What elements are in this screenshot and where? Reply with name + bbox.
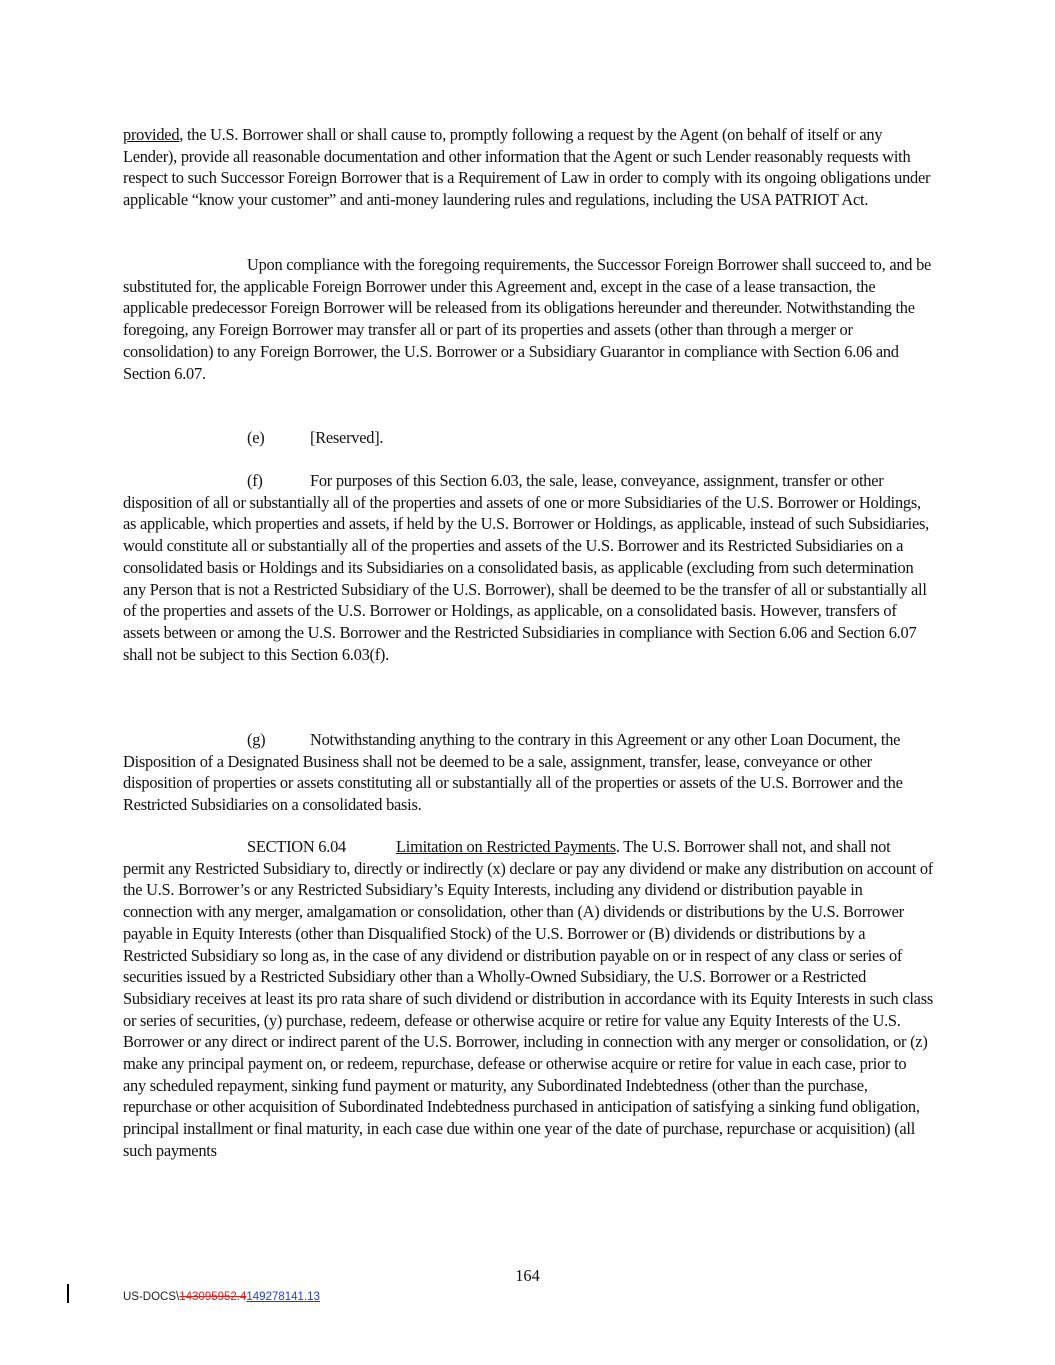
section-6-04-label: SECTION 6.04 (247, 837, 346, 856)
clause-f-label: (f) (247, 471, 263, 490)
section-6-04-title: Limitation on Restricted Payments (396, 837, 616, 856)
footer-prefix: US-DOCS\ (123, 1291, 180, 1303)
clause-f-text: For purposes of this Section 6.03, the sale, lease, conveyance, assignment, transfer or other disposition of all or substantially all of the properties and assets of one or more Subsidiaries of the U.S. Borrower or Holdings, as applicable, which properties and assets, if held by the U.S. Borrower or Holdings, as applicable, instead of such Subsidiaries, would constitute all or substantially all of the properties and assets of the U.S. Borrower and its Restricted Subsidiaries on a consolidated basis or Holdings and its Subsidiaries on a consolidated basis, as applicable (excluding from such determination any Person that is not a Restricted Subsidiary of the U.S. Borrower), shall be deemed to be the transfer of all or substantially all of the properties and assets of the U.S. Borrower or Holdings, as applicable, on a consolidated basis. However, transfers of assets between or among the U.S. Borrower and the Restricted Subsidiaries in compliance with Section 6.06 and Section 6.07 shall not be subject to this Section 6.03(f). (123, 471, 929, 664)
clause-g-text: Notwithstanding anything to the contrary in this Agreement or any other Loan Document, the Disposition of a Designated Business shall not be deemed to be a sale, assignment, transfer, lease, conveyance or other disposition of properties or assets constituting all or substantially all of the properties or assets of the U.S. Borrower and the Restricted Subsidiaries on a consolidated basis. (123, 730, 903, 815)
change-bar (67, 1284, 69, 1303)
clause-e-label: (e) (247, 428, 265, 447)
paragraph-provided-text: , the U.S. Borrower shall or shall cause to, promptly following a request by the Agent (on behalf of itself or any Lender), provide all reasonable documentation and other information that the Agent or such Lender reasonably requests with respect to such Successor Foreign Borrower that is a Requirement of Law in order to comply with its ongoing obligations under applicable “know your customer” and anti-money laundering rules and regulations, including the USA PATRIOT Act. (123, 125, 931, 210)
document-footer-id (123, 1287, 320, 1309)
clause-g (123, 729, 933, 816)
paragraph-successor-compliance-text: Upon compliance with the foregoing requirements, the Successor Foreign Borrower shall succeed to, and be substituted for, the applicable Foreign Borrower under this Agreement and, except in the case of a lease transaction, the applicable predecessor Foreign Borrower will be released from its obligations hereunder and thereunder. Notwithstanding the foregoing, any Foreign Borrower may transfer all or part of its properties and assets (other than through a merger or consolidation) to any Foreign Borrower, the U.S. Borrower or a Subsidiary Guarantor in compliance with Section 6.06 and Section 6.07. (123, 255, 932, 383)
paragraph-provided (123, 124, 933, 211)
paragraph-successor-compliance (123, 254, 933, 384)
clause-g-label: (g) (247, 730, 266, 749)
section-6-04 (123, 836, 933, 1162)
page-number: 164 (515, 1266, 540, 1285)
provided-term: provided (123, 125, 180, 144)
footer-inserted-id: 149278141.13 (246, 1291, 320, 1303)
clause-e-text: [Reserved]. (310, 428, 384, 447)
footer-deleted-id: 143095952.4 (179, 1291, 247, 1303)
clause-f (123, 470, 933, 665)
clause-e (123, 427, 933, 449)
section-6-04-text: . The U.S. Borrower shall not, and shall not permit any Restricted Subsidiary to, directly or indirectly (x) declare or pay any dividend or make any distribution on account of the U.S. Borrower’s or any Restricted Subsidiary’s Equity Interests, including any dividend or distribution payable in connection with any merger, amalgamation or consolidation, other than (A) dividends or distributions by the U.S. Borrower payable in Equity Interests (other than Disqualified Stock) of the U.S. Borrower or (B) dividends or distributions by a Restricted Subsidiary so long as, in the case of any dividend or distribution payable on or in respect of any class or series of securities issued by a Restricted Subsidiary other than a Wholly-Owned Subsidiary, the U.S. Borrower or a Restricted Subsidiary receives at least its pro rata share of such dividend or distribution in accordance with its Equity Interests in such class or series of securities, (y) purchase, redeem, defease or otherwise acquire or retire for value any Equity Interests of the U.S. Borrower or any direct or indirect parent of the U.S. Borrower, including in connection with any merger or consolidation, or (z) make any principal payment on, or redeem, repurchase, defease or otherwise acquire or retire for value in each case, prior to any scheduled repayment, sinking fund payment or maturity, any Subordinated Indebtedness (other than the purchase, repurchase or other acquisition of Subordinated Indebtedness purchased in anticipation of satisfying a sinking fund obligation, principal installment or final maturity, in each case due within one year of the date of purchase, repurchase or acquisition) (all such payments (123, 837, 934, 1160)
